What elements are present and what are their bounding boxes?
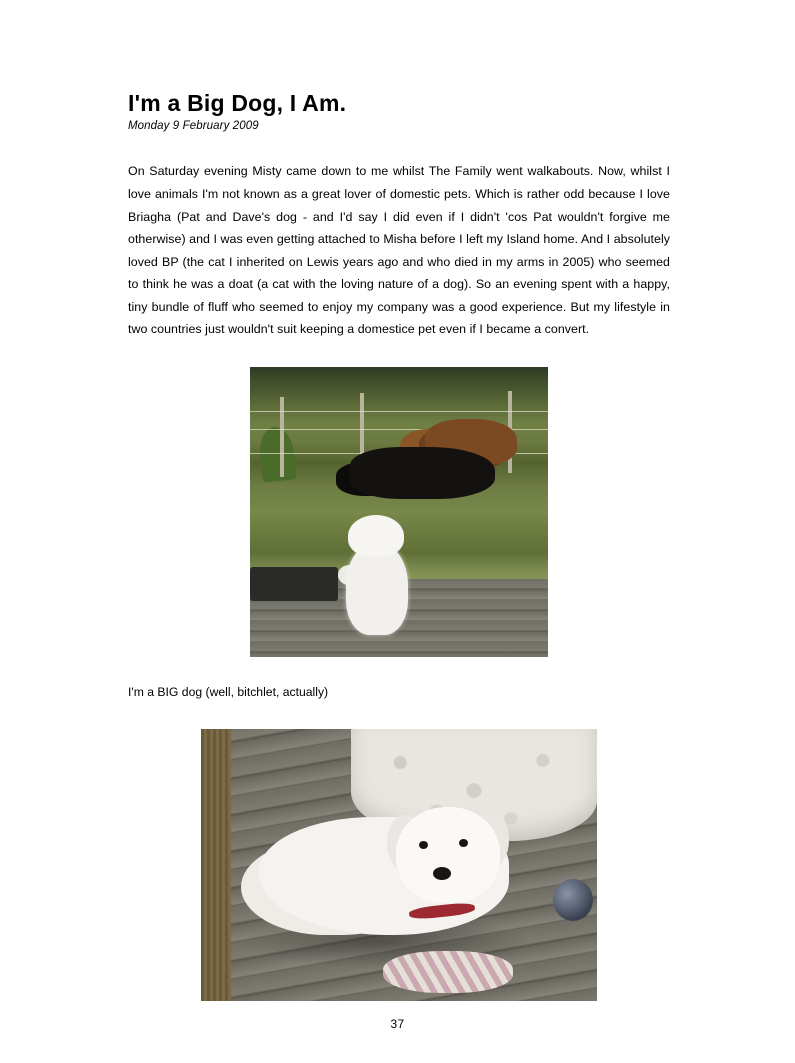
photo-planter-box	[250, 567, 338, 601]
photo-door-mat	[201, 729, 231, 1001]
page-title: I'm a Big Dog, I Am.	[128, 90, 347, 116]
photo-sky-band	[250, 367, 548, 383]
photo-ball-toy	[553, 879, 593, 921]
photo-dog-eye	[459, 839, 468, 847]
post-body-text: On Saturday evening Misty came down to me whilst The Family went walkabouts. Now, whilst I love animals I'm not known as a great lover of domestic pets. Which is rather odd because I love Briagha (Pat and Dave's dog - and I'd say I did even if I didn't 'cos Pat wouldn't forgive me otherwise) and I was even getting attached to Misha before I left my Island home. And I absolutely loved BP (the cat I inherited on Lewis years ago and who died in my arms in 2005) who seemed to think he was a doat (a cat with the loving nature of a dog). So an evening spent with a happy, tiny bundle of fluff who seemed to enjoy my company was a good experience. But my lifestyle in two countries just wouldn't suit keeping a domestice pet even if I became a convert.	[128, 164, 670, 337]
photo-dog-watching-cattle	[250, 367, 548, 657]
photo-dog-lying-on-deck	[201, 729, 597, 1001]
photo-dog-eye	[419, 841, 428, 849]
page-number: 37	[390, 1017, 405, 1031]
photo-rope-toy	[383, 951, 513, 993]
photo-flax-plant	[257, 425, 296, 482]
photo-fence-wire	[250, 411, 548, 412]
figure-caption: I'm a BIG dog (well, bitchlet, actually)	[128, 685, 329, 700]
photo-fence-post	[280, 397, 284, 477]
photo-black-cow	[350, 447, 495, 499]
post-container	[128, 90, 670, 1001]
photo-dog-nose	[433, 867, 451, 880]
figure-dog-lying-on-deck	[128, 729, 670, 1001]
photo-dog-head	[396, 807, 500, 903]
post-date: Monday 9 February 2009	[128, 120, 259, 133]
figure-dog-watching-cattle	[128, 367, 670, 657]
photo-dog-head	[348, 515, 404, 557]
